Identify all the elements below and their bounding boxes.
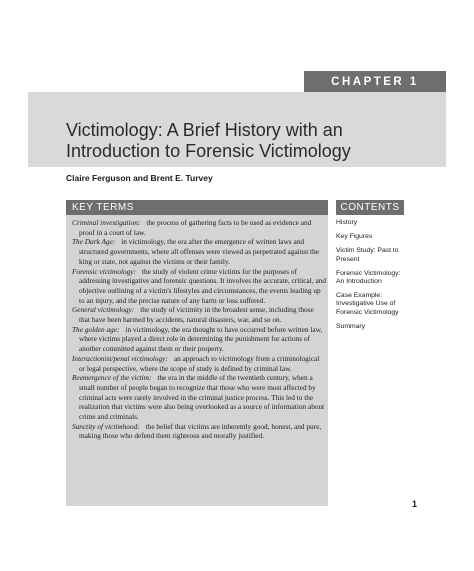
key-term-definition: the study of violent crime victims for the purposes of addressing investigative and forensic questions. It involves the accurate, critical, and objective outlining of a victim's lifestyles and circumstances, the events leading up to an injury, and the precise nature of any harm or loss suffered. bbox=[79, 266, 327, 305]
contents-item: Summary bbox=[336, 322, 366, 330]
title-banner bbox=[28, 92, 446, 167]
key-term bbox=[72, 422, 326, 441]
contents-list bbox=[336, 219, 410, 337]
chapter-title-line-2: Introduction to Forensic Victimology bbox=[66, 141, 351, 161]
contents-item: Victim Study: Past to Present bbox=[336, 247, 399, 263]
contents-item: Forensic Victimology: An Introduction bbox=[336, 269, 401, 286]
key-term bbox=[72, 354, 326, 373]
key-term-definition: the belief that victims are inherently good, honest, and pure, making those who defend them righteous and morally justified. bbox=[79, 421, 322, 441]
key-term-name: Interactionist/penal victimology: bbox=[72, 353, 168, 363]
key-term bbox=[72, 373, 326, 422]
key-term-name: Criminal investigation: bbox=[72, 218, 141, 227]
key-terms-header: KEY TERMS bbox=[66, 200, 328, 215]
key-terms-list bbox=[72, 218, 326, 441]
page-number: 1 bbox=[412, 499, 418, 509]
key-term-definition: the era in the middle of the twentieth century, when a small number of people began to recognize that those who were most affected by criminal acts were rarely involved in the criminal justice process. This led to the realization that victims were also being overlooked as a source of information about crime and criminals. bbox=[79, 373, 325, 422]
contents-header: CONTENTS bbox=[336, 200, 404, 215]
key-term-definition: in victimology, the era after the emergence of written laws and structured governments, where all offenses were viewed as perpetrated against the king or state, not against the victims or their family. bbox=[79, 237, 319, 266]
chapter-title bbox=[66, 120, 436, 162]
chapter-title-line-1: Victimology: A Brief History with an bbox=[66, 120, 343, 140]
key-term-definition: the study of victimity in the broadest sense, including those that have been harmed by accidents, natural disasters, war, and so on. bbox=[79, 305, 314, 325]
key-term-name: The Dark Age: bbox=[72, 237, 116, 247]
key-term-name: The golden age: bbox=[72, 324, 120, 334]
contents-item: History bbox=[336, 219, 358, 226]
key-term-definition: the process of gathering facts to be used as evidence and proof in a court of law. bbox=[79, 218, 312, 237]
key-term bbox=[72, 218, 326, 237]
key-term-definition: in victimology, the era thought to have occurred before written law, where victims played a direct role in determining the punishment for actions of another committed against them or their property. bbox=[79, 324, 323, 354]
key-term bbox=[72, 237, 326, 266]
key-term-definition: an approach to victimology from a criminological or legal perspective, where the scope of study is defined by criminal law. bbox=[79, 353, 320, 373]
key-term bbox=[72, 325, 326, 354]
key-term bbox=[72, 305, 326, 324]
authors: Claire Ferguson and Brent E. Turvey bbox=[66, 173, 213, 183]
key-terms-box bbox=[66, 200, 328, 506]
key-term-name: Sanctity of victimhood: bbox=[72, 421, 140, 431]
key-term-name: General victimology: bbox=[72, 305, 135, 315]
contents-item: Key Figures bbox=[336, 233, 373, 241]
key-term-name: Forensic victimology: bbox=[72, 266, 136, 276]
key-term-name: Reemergence of the victim: bbox=[72, 373, 152, 383]
key-term bbox=[72, 267, 326, 306]
contents-item: Case Example: Investigative Use of Forensic Victimology bbox=[336, 292, 399, 316]
chapter-label: CHAPTER 1 bbox=[304, 71, 446, 92]
